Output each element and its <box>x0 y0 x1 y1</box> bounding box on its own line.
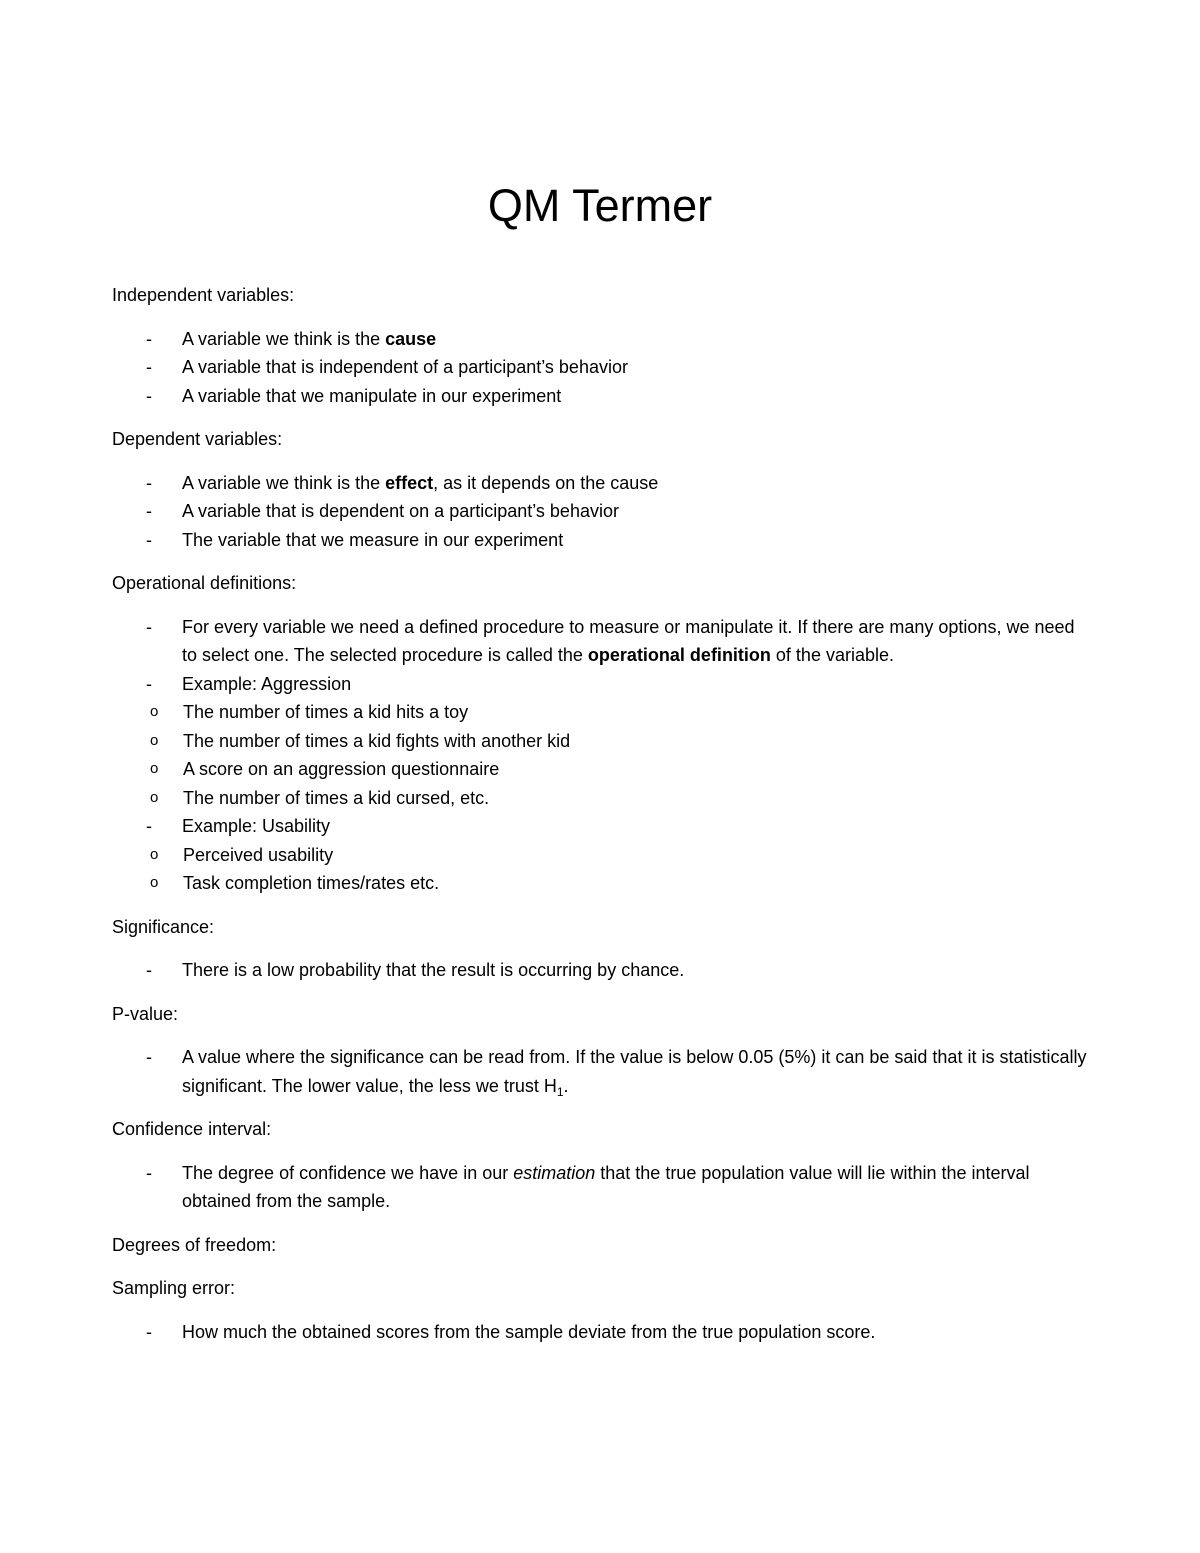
circle-bullet: o <box>150 845 159 863</box>
heading-degrees-of-freedom: Degrees of freedom: <box>112 1234 277 1255</box>
dash-bullet: - <box>146 328 152 349</box>
heading-operational-definitions: Operational definitions: <box>112 573 297 593</box>
dash-bullet: - <box>146 501 152 521</box>
list-dependent-variables <box>112 469 1092 555</box>
sublist-usability <box>112 841 1092 898</box>
list-item: - A variable that is independent of a participant’s behavior <box>112 353 1092 382</box>
dash-bullet: - <box>146 357 152 377</box>
list-significance <box>112 956 1092 985</box>
dash-bullet: - <box>146 472 152 493</box>
heading-independent-variables: Independent variables: <box>112 285 295 305</box>
list-item: - There is a low probability that the result is occurring by chance. <box>112 956 1092 985</box>
term-operational-definition: operational definition <box>587 645 771 665</box>
term-estimation: estimation <box>513 1162 596 1183</box>
term-cause: cause <box>385 328 437 349</box>
list-item: - A variable we think is the effect, as it depends on the cause <box>112 469 1092 498</box>
document-body <box>112 281 1092 1346</box>
list-item: - The degree of confidence we have in our estimation that the true population value will lie within the interval obtained from the sample. <box>112 1159 1092 1216</box>
dash-bullet: - <box>146 960 152 980</box>
circle-bullet: o <box>150 731 159 749</box>
example-aggression-label: Example: Aggression <box>182 673 352 694</box>
sublist-item: o The number of times a kid hits a toy <box>112 698 1092 727</box>
list-item: - A value where the significance can be read from. If the value is below 0.05 (5%) it can be said that it is statistically significant. The lower value, the less we trust $H_1$. <box>112 1043 1092 1100</box>
list-confidence-interval <box>112 1159 1092 1216</box>
sublist-aggression <box>112 698 1092 812</box>
list-independent-variables <box>112 325 1092 411</box>
circle-bullet: o <box>150 760 159 777</box>
list-item: - For every variable we need a defined procedure to measure or manipulate it. If there are many options, we need to select one. The selected procedure is called the operational definition of the variable. <box>112 613 1092 670</box>
list-item: - A variable that we manipulate in our experiment <box>112 382 1092 411</box>
dash-bullet: - <box>146 385 152 406</box>
example-usability-label: Example: Usability <box>182 816 331 836</box>
dash-bullet: - <box>146 1162 152 1183</box>
sublist-item: o The number of times a kid cursed, etc. <box>112 784 1092 813</box>
sublist-item: o Perceived usability <box>112 841 1092 870</box>
heading-p-value: P-value: <box>112 1003 179 1024</box>
list-item: - The variable that we measure in our experiment <box>112 526 1092 555</box>
circle-bullet: o <box>150 788 159 806</box>
dash-bullet: - <box>146 673 152 694</box>
sublist-item: o Task completion times/rates etc. <box>112 869 1092 898</box>
dash-bullet: - <box>146 616 152 637</box>
heading-sampling-error: Sampling error: <box>112 1278 236 1298</box>
list-item <box>112 670 1092 813</box>
document-title: QM Termer <box>487 180 713 231</box>
term-effect: effect <box>385 472 434 493</box>
sublist-item: o The number of times a kid fights with another kid <box>112 727 1092 756</box>
dash-bullet: - <box>146 1321 152 1342</box>
heading-confidence-interval: Confidence interval: <box>112 1119 272 1139</box>
circle-bullet: o <box>150 874 159 891</box>
list-item: - How much the obtained scores from the sample deviate from the true population score. <box>112 1318 1092 1347</box>
heading-dependent-variables: Dependent variables: <box>112 429 283 449</box>
heading-significance: Significance: <box>112 916 215 937</box>
subscript: 1 <box>556 1084 564 1099</box>
dash-bullet: - <box>146 816 152 836</box>
circle-bullet: o <box>150 703 159 720</box>
sublist-item: o A score on an aggression questionnaire <box>112 755 1092 784</box>
list-p-value <box>112 1043 1092 1100</box>
list-operational-definitions <box>112 613 1092 898</box>
list-item: - A variable we think is the cause <box>112 325 1092 354</box>
dash-bullet: - <box>146 529 152 550</box>
list-item <box>112 812 1092 898</box>
dash-bullet: - <box>146 1047 152 1067</box>
list-item: - A variable that is dependent on a participant’s behavior <box>112 497 1092 526</box>
list-sampling-error <box>112 1318 1092 1347</box>
